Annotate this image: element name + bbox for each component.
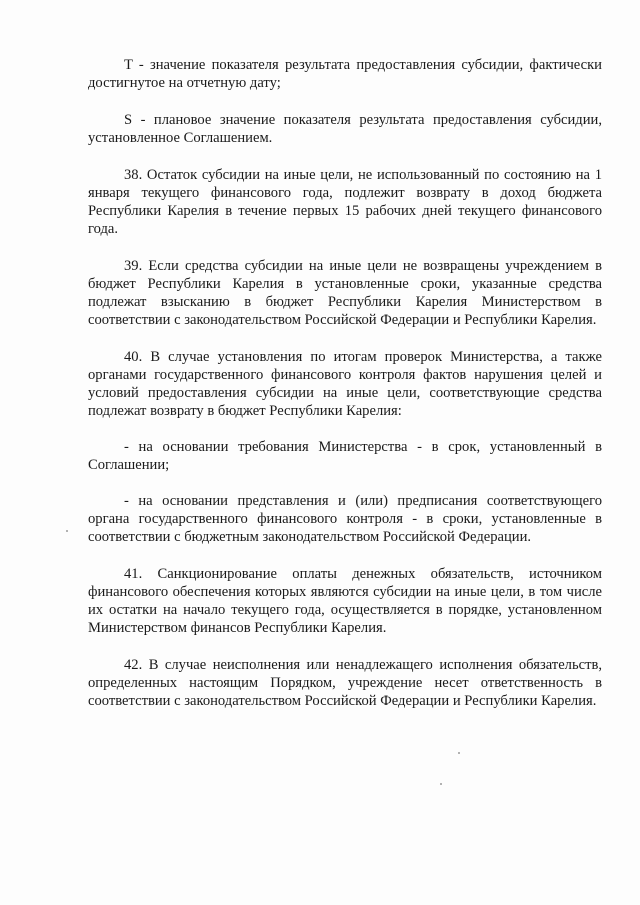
scan-speck (458, 752, 460, 754)
paragraph-41: 41. Санкционирование оплаты денежных обязательств, источником финансового обеспечения которых являются субсидии на иные цели, в том числе их остатки на начало текущего года, осуществляется в порядке, установленном Министерством финансов Республики Карелия. (88, 566, 602, 636)
paragraph-s-definition: S - плановое значение показателя результата предоставления субсидии, установленное Соглашением. (88, 112, 602, 146)
paragraph-40-item-2: - на основании представления и (или) предписания соответствующего органа государственного финансового контроля - в сроки, установленные в соответствии с бюджетным законодательством Российской Федерации. (88, 493, 602, 545)
paragraph-40: 40. В случае установления по итогам проверок Министерства, а также органами государственного финансового контроля фактов нарушения целей и условий предоставления субсидии на иные цели, соответствующие средства подлежат возврату в бюджет Республики Карелия: (88, 349, 602, 419)
scan-speck (66, 530, 68, 532)
paragraph-38: 38. Остаток субсидии на иные цели, не использованный по состоянию на 1 января текущего финансового года, подлежит возврату в доход бюджета Республики Карелия в течение первых 15 рабочих дней текущего финансового года. (88, 167, 602, 237)
scan-speck (440, 783, 442, 785)
paragraph-40-item-1: - на основании требования Министерства - в срок, установленный в Соглашении; (88, 439, 602, 473)
paragraph-t-definition: T - значение показателя результата предоставления субсидии, фактически достигнутое на отчетную дату; (88, 57, 602, 91)
document-body (88, 56, 602, 729)
paragraph-39: 39. Если средства субсидии на иные цели не возвращены учреждением в бюджет Республики Карелия в установленные сроки, указанные средства подлежат взысканию в бюджет Республики Карелия Министерством в соответствии с законодательством Российской Федерации и Республики Карелия. (88, 258, 602, 328)
paragraph-42: 42. В случае неисполнения или ненадлежащего исполнения обязательств, определенных настоящим Порядком, учреждение несет ответственность в соответствии с законодательством Российской Федерации и Республики Карелия. (88, 657, 602, 709)
